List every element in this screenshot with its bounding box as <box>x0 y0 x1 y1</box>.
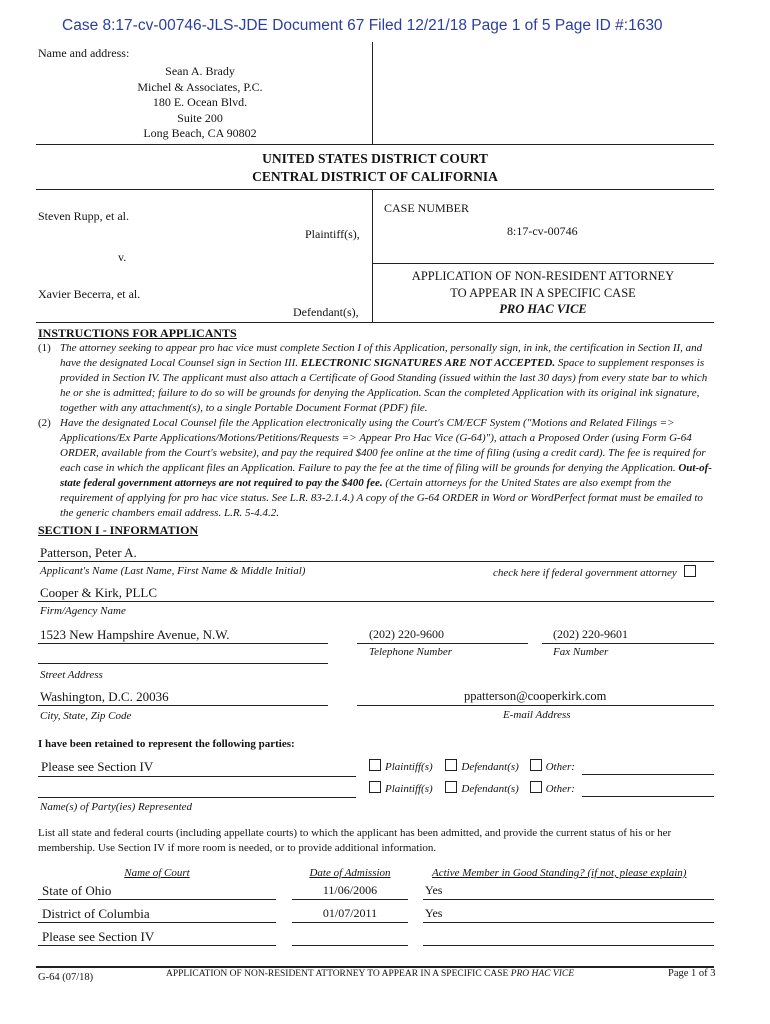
courts-instructions: List all state and federal courts (including appellate courts) to which the applicant has been admitted, and provide the current status of his or her membership. Use Section IV if more room is needed, or to provide additional information. <box>38 827 672 854</box>
field-line <box>292 899 408 900</box>
plaintiff-option-label: Plaintiff(s) <box>385 783 433 795</box>
versus-label: v. <box>118 250 127 264</box>
plaintiff-option-label: Plaintiff(s) <box>385 761 433 773</box>
divider <box>36 322 714 323</box>
instruction-text: The attorney seeking to appear pro hac vice must complete Section I of this Application, personally sign, in ink, the certification in Section II, and have the designated Local Counsel sign in Section III. <box>60 342 703 369</box>
defendant-option-label: Defendant(s) <box>461 761 519 773</box>
field-line <box>357 643 528 644</box>
standing-cell[interactable]: Yes <box>425 883 443 897</box>
title-line: APPLICATION OF NON-RESIDENT ATTORNEY <box>411 269 675 283</box>
field-line <box>38 776 356 777</box>
court-name-cell[interactable]: District of Columbia <box>42 906 150 921</box>
divider <box>36 144 714 145</box>
col-header-status: Active Member in Good Standing? (if not, please explain) <box>432 867 687 879</box>
footer-title <box>166 969 574 979</box>
plaintiff-option[interactable] <box>369 761 433 773</box>
court-district: CENTRAL DISTRICT OF CALIFORNIA <box>252 169 498 184</box>
field-line <box>38 643 328 644</box>
defendant-checkbox[interactable] <box>445 759 457 771</box>
firm-name-label: Firm/Agency Name <box>40 605 126 617</box>
field-line <box>38 561 714 562</box>
applicant-name-field[interactable]: Patterson, Peter A. <box>40 545 137 560</box>
instructions-heading: INSTRUCTIONS FOR APPLICANTS <box>38 326 237 340</box>
plaintiff-label: Plaintiff(s), <box>305 227 360 241</box>
other-option[interactable] <box>530 761 575 773</box>
court-name-cell[interactable]: Please see Section IV <box>42 929 155 944</box>
party-role-row <box>369 781 575 795</box>
fed-gov-checkbox[interactable] <box>684 565 696 577</box>
footer-rule <box>36 966 714 968</box>
form-number: G-64 (07/18) <box>38 972 94 983</box>
party-name-field[interactable]: Please see Section IV <box>41 759 154 774</box>
defendant-option[interactable] <box>445 761 518 773</box>
applicant-name-label: Applicant's Name (Last Name, First Name & Middle Initial) <box>40 565 306 577</box>
case-number-label: CASE NUMBER <box>384 201 470 215</box>
address-line: Long Beach, CA 90802 <box>143 126 257 140</box>
field-line <box>38 945 276 946</box>
col-header-date: Date of Admission <box>309 867 391 879</box>
field-line <box>292 922 408 923</box>
attorney-address-block <box>100 64 300 142</box>
instruction-item-1 <box>60 341 716 416</box>
plaintiff-checkbox[interactable] <box>369 759 381 771</box>
defendant-name: Xavier Becerra, et al. <box>38 287 141 301</box>
defendant-option[interactable] <box>445 783 518 795</box>
field-line <box>423 899 714 900</box>
page-number: Page 1 of 3 <box>668 968 716 979</box>
field-line <box>292 945 408 946</box>
address-line: 180 E. Ocean Blvd. <box>152 95 248 109</box>
divider <box>372 42 373 144</box>
defendant-checkbox[interactable] <box>445 781 457 793</box>
case-header-stamp: Case 8:17-cv-00746-JLS-JDE Document 67 Filed 12/21/18 Page 1 of 5 Page ID #:1630 <box>62 17 663 34</box>
divider <box>36 189 714 190</box>
plaintiff-name: Steven Rupp, et al. <box>38 209 129 223</box>
field-line <box>38 899 276 900</box>
field-line <box>423 922 714 923</box>
telephone-field[interactable]: (202) 220-9600 <box>369 627 444 641</box>
instruction-text: (Certain attorneys for the United States are also exempt from the requirement of applying for pro hac vice status. See L.R. 83-2.1.4.) A copy of the G-64 ORDER in Word or WordPerfect format must be emailed to the generic chambers email address. L.R. 5-4.4.2. <box>60 477 703 519</box>
street-address-label: Street Address <box>40 669 103 681</box>
instruction-emphasis: ELECTRONIC SIGNATURES ARE NOT ACCEPTED. <box>300 357 556 369</box>
retained-parties-label: I have been retained to represent the following parties: <box>38 738 295 750</box>
other-option[interactable] <box>530 783 575 795</box>
field-line <box>38 705 328 706</box>
field-line <box>38 601 714 602</box>
instruction-text: Have the designated Local Counsel file the Application electronically using the Court's CM/ECF System ("Motions and Related Filings => Applications/Ex Parte Applications/Motions/Petitions/Requests => Appear Pro Hac Vice (G-64)"), attach a Proposed Order (using Form G-64 ORDER, available from the Court's website), and pay the required $400 fee online at the time of filing (using a credit card). The fee is required for each case in which the applicant files an Application. Failure to pay the fee at the time of filing will be grounds for denying the Application. <box>60 417 706 474</box>
field-line <box>38 797 356 798</box>
divider <box>372 263 714 264</box>
field-line <box>542 643 714 644</box>
email-label: E-mail Address <box>503 709 571 721</box>
court-name-cell[interactable]: State of Ohio <box>42 883 112 898</box>
court-heading <box>36 150 714 186</box>
field-line <box>38 663 328 664</box>
title-line: TO APPEAR IN A SPECIFIC CASE <box>450 285 636 300</box>
other-checkbox[interactable] <box>530 759 542 771</box>
footer-title-text: APPLICATION OF NON-RESIDENT ATTORNEY TO APPEAR IN A SPECIFIC CASE <box>166 969 509 979</box>
other-option-label: Other: <box>545 761 575 773</box>
party-role-row <box>369 759 575 773</box>
court-name: UNITED STATES DISTRICT COURT <box>262 151 488 166</box>
fax-field[interactable]: (202) 220-9601 <box>553 627 628 641</box>
city-state-zip-label: City, State, Zip Code <box>40 710 132 722</box>
firm-name-field[interactable]: Cooper & Kirk, PLLC <box>40 585 157 600</box>
fed-gov-label: check here if federal government attorney <box>493 567 677 579</box>
title-line: PRO HAC VICE <box>499 302 587 316</box>
other-field-line[interactable] <box>582 796 714 797</box>
email-field[interactable]: ppatterson@cooperkirk.com <box>464 689 607 703</box>
instruction-item-2 <box>60 416 716 521</box>
party-names-label: Name(s) of Party(ies) Represented <box>40 801 193 813</box>
case-number: 8:17-cv-00746 <box>507 224 578 238</box>
city-state-zip-field[interactable]: Washington, D.C. 20036 <box>40 689 169 704</box>
section-1-heading: SECTION I - INFORMATION <box>38 523 199 537</box>
standing-cell[interactable]: Yes <box>425 906 443 920</box>
defendant-option-label: Defendant(s) <box>461 783 519 795</box>
item-number: (2) <box>38 417 51 429</box>
footer-title-italic: PRO HAC VICE <box>510 969 575 979</box>
instruction-text: Space to supplement responses is provided in Section IV. The applicant must also attach a Certificate of Good Standing (issued within the last 30 days) from every state bar to which he or she is admitted; failure to do so will be grounds for denying the Application. Scan the completed Application with its original ink signature, together with any attachment(s), to a single Portable Document Format (PDF) file. <box>60 357 708 414</box>
field-line <box>357 705 714 706</box>
street-address-field[interactable]: 1523 New Hampshire Avenue, N.W. <box>40 627 230 642</box>
application-title <box>372 268 714 318</box>
address-line: Suite 200 <box>177 110 223 125</box>
name-address-label: Name and address: <box>38 46 130 60</box>
plaintiff-checkbox[interactable] <box>369 781 381 793</box>
instruction-emphasis: Out-of-state federal government attorneys are not required to pay the $400 fee. <box>60 462 712 489</box>
admission-date-cell[interactable]: 11/06/2006 <box>322 883 378 897</box>
address-line: Sean A. Brady <box>165 64 235 78</box>
fed-gov-attorney-option[interactable] <box>493 565 696 579</box>
item-number: (1) <box>38 342 51 354</box>
other-checkbox[interactable] <box>530 781 542 793</box>
other-option-label: Other: <box>545 783 575 795</box>
defendant-label: Defendant(s), <box>293 305 359 319</box>
field-line <box>423 945 714 946</box>
other-field-line[interactable] <box>582 774 714 775</box>
plaintiff-option[interactable] <box>369 783 433 795</box>
telephone-label: Telephone Number <box>369 646 453 658</box>
field-line <box>38 922 276 923</box>
fax-label: Fax Number <box>553 646 609 658</box>
admission-date-cell[interactable]: 01/07/2011 <box>322 906 378 920</box>
col-header-court: Name of Court <box>124 867 190 879</box>
address-line: Michel & Associates, P.C. <box>137 79 263 94</box>
